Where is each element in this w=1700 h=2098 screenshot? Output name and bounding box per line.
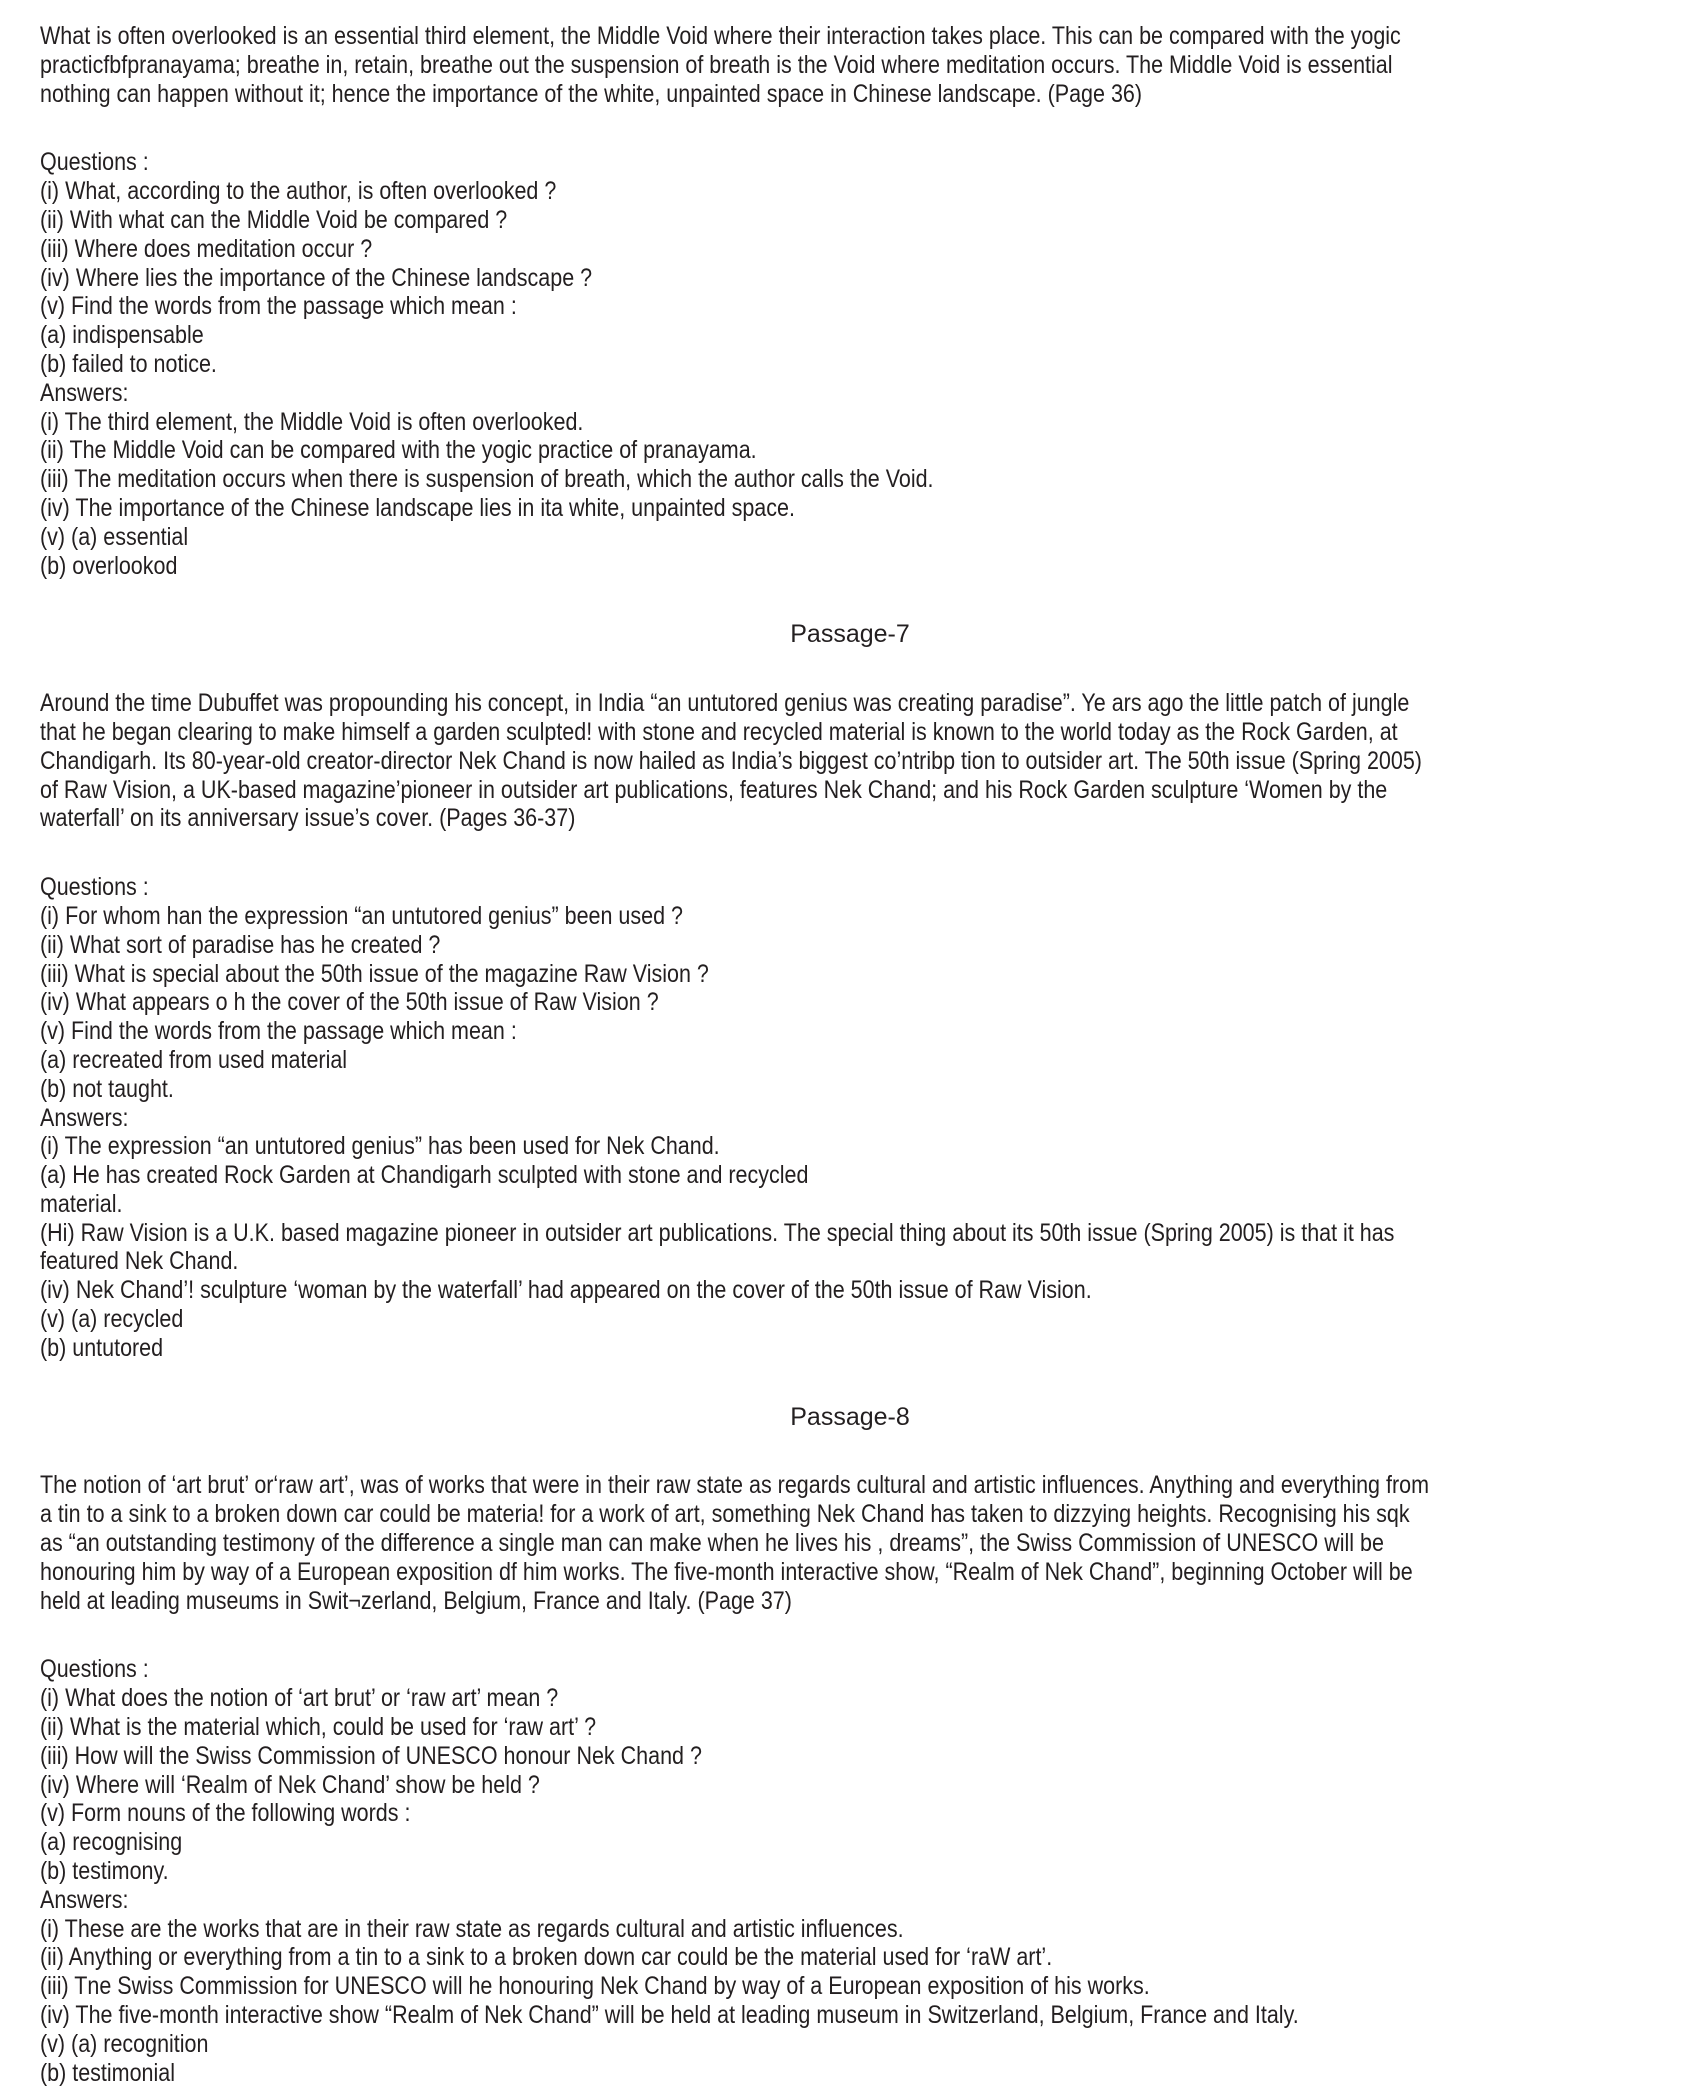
- question-item: (ii) What sort of paradise has he created ?: [40, 930, 441, 959]
- answer-item: (a) He has created Rock Garden at Chandigarh sculpted with stone and recycled: [40, 1161, 809, 1190]
- questions-list: [40, 177, 1680, 379]
- answers-list: [40, 1132, 1680, 1362]
- question-item: (ii) What is the material which, could be used for ‘raw art’ ?: [40, 1713, 597, 1742]
- passage-heading: Passage-7: [790, 620, 910, 649]
- answer-item: (iv) The importance of the Chinese landscape lies in ita white, unpainted space.: [40, 493, 795, 522]
- answer-item: (ii) Anything or everything from a tin to a sink to a broken down car could be the material used for ‘raW art’.: [40, 1943, 1053, 1972]
- passage-line: practicfbfpranayama; breathe in, retain, breathe out the suspension of breath is the Void where meditation occurs. The Middle Void is essential: [40, 50, 1393, 79]
- question-item: (iii) How will the Swiss Commission of UNESCO honour Nek Chand ?: [40, 1741, 702, 1770]
- passage-line: of Raw Vision, a UK-based magazine’pioneer in outsider art publications, features Nek Chand; and his Rock Garden sculpture ‘Women by the: [40, 775, 1388, 804]
- passage-line: nothing can happen without it; hence the importance of the white, unpainted space in Chinese landscape. (Page 36): [40, 79, 1143, 108]
- passage-text: [40, 22, 1680, 108]
- question-item: (a) recognising: [40, 1828, 183, 1857]
- answer-item: (iii) The meditation occurs when there is suspension of breath, which the author calls the Void.: [40, 465, 934, 494]
- question-item: (iii) What is special about the 50th issue of the magazine Raw Vision ?: [40, 959, 709, 988]
- passage-line: waterfall’ on its anniversary issue’s cover. (Pages 36-37): [40, 804, 576, 833]
- answer-item: (Hi) Raw Vision is a U.K. based magazine pioneer in outsider art publications. The special thing about its 50th issue (Spring 2005) is that it has: [40, 1218, 1395, 1247]
- passage-7-section: [40, 620, 1680, 1362]
- question-item: (iii) Where does meditation occur ?: [40, 234, 373, 263]
- passage-line: as “an outstanding testimony of the difference a single man can make when he lives his , dreams”, the Swiss Commission of UNESCO will be: [40, 1529, 1384, 1558]
- passage-text: [40, 689, 1680, 833]
- question-item: (iv) Where will ‘Realm of Nek Chand’ show be held ?: [40, 1770, 540, 1799]
- question-item: (i) What, according to the author, is often overlooked ?: [40, 177, 557, 206]
- answer-item: (v) (a) essential: [40, 522, 189, 551]
- passage-line: that he began clearing to make himself a garden sculpted! with stone and recycled material is known to the world today as the Rock Garden, at: [40, 717, 1398, 746]
- answer-item: material.: [40, 1189, 123, 1218]
- question-item: (b) testimony.: [40, 1857, 169, 1886]
- passage-8-section: [40, 1403, 1680, 2088]
- answer-item: (iv) The five-month interactive show “Realm of Nek Chand” will be held at leading museum in Switzerland, Belgium, France and Italy.: [40, 2001, 1299, 2030]
- answers-label: Answers:: [40, 1103, 129, 1132]
- answers-list: [40, 408, 1680, 581]
- answer-item: (iv) Nek Chand’! sculpture ‘woman by the waterfall’ had appeared on the cover of the 50th issue of Raw Vision.: [40, 1276, 1092, 1305]
- passage-line: honouring him by way of a European exposition df him works. The five-month interactive show, “Realm of Nek Chand”, beginning October will be: [40, 1557, 1413, 1586]
- questions-label: Questions :: [40, 873, 149, 902]
- passage-line: What is often overlooked is an essential third element, the Middle Void where their interaction takes place. This can be compared with the yogic: [40, 22, 1401, 50]
- answer-item: (b) overlookod: [40, 551, 178, 580]
- passage-text: [40, 1471, 1680, 1615]
- passage-6-section: [40, 22, 1680, 580]
- passage-line: held at leading museums in Swit¬zerland, Belgium, France and Italy. (Page 37): [40, 1586, 792, 1615]
- answer-item: (b) testimonial: [40, 2058, 176, 2087]
- question-item: (i) What does the notion of ‘art brut’ or ‘raw art’ mean ?: [40, 1684, 559, 1713]
- question-item: (i) For whom han the expression “an untutored genius” been used ?: [40, 901, 683, 930]
- questions-label: Questions :: [40, 148, 149, 177]
- question-item: (b) failed to notice.: [40, 349, 217, 378]
- answer-item: featured Nek Chand.: [40, 1247, 239, 1276]
- answers-label: Answers:: [40, 378, 129, 407]
- question-item: (iv) What appears o h the cover of the 50th issue of Raw Vision ?: [40, 988, 659, 1017]
- answers-list: [40, 1915, 1680, 2088]
- questions-list: [40, 1684, 1680, 1886]
- answer-item: (i) These are the works that are in their raw state as regards cultural and artistic influences.: [40, 1914, 904, 1943]
- passage-heading: Passage-8: [790, 1402, 910, 1431]
- answer-item: (v) (a) recognition: [40, 2029, 209, 2058]
- passage-line: The notion of ‘art brut’ or‘raw art’, was of works that were in their raw state as regards cultural and artistic influences. Anything and everything from: [40, 1471, 1429, 1500]
- questions-list: [40, 902, 1680, 1104]
- question-item: (v) Find the words from the passage which mean :: [40, 1017, 517, 1046]
- question-item: (ii) With what can the Middle Void be compared ?: [40, 205, 508, 234]
- passage-line: Chandigarh. Its 80-year-old creator-director Nek Chand is now hailed as India’s biggest co’ntribp tion to outsider art. The 50th issue (Spring 2005): [40, 746, 1422, 775]
- answer-item: (b) untutored: [40, 1333, 164, 1362]
- question-item: (v) Form nouns of the following words :: [40, 1799, 411, 1828]
- question-item: (a) recreated from used material: [40, 1045, 348, 1074]
- answer-item: (i) The third element, the Middle Void is often overlooked.: [40, 407, 584, 436]
- question-item: (b) not taught.: [40, 1074, 174, 1103]
- document-page: [40, 22, 1680, 2087]
- passage-line: a tin to a sink to a broken down car could be materia! for a work of art, something Nek Chand has taken to dizzying heights. Recognising his sqk: [40, 1500, 1410, 1529]
- passage-line: Around the time Dubuffet was propounding his concept, in India “an untutored genius was creating paradise”. Ye ars ago the little patch of jungle: [40, 689, 1410, 718]
- questions-label: Questions :: [40, 1655, 149, 1684]
- answer-item: (ii) The Middle Void can be compared with the yogic practice of pranayama.: [40, 436, 757, 465]
- answer-item: (iii) Tne Swiss Commission for UNESCO will he honouring Nek Chand by way of a European exposition of his works.: [40, 1972, 1150, 2001]
- answers-label: Answers:: [40, 1885, 129, 1914]
- answer-item: (i) The expression “an untutored genius” has been used for Nek Chand.: [40, 1132, 720, 1161]
- question-item: (a) indispensable: [40, 321, 204, 350]
- question-item: (v) Find the words from the passage which mean :: [40, 292, 517, 321]
- answer-item: (v) (a) recycled: [40, 1305, 184, 1334]
- question-item: (iv) Where lies the importance of the Chinese landscape ?: [40, 263, 593, 292]
